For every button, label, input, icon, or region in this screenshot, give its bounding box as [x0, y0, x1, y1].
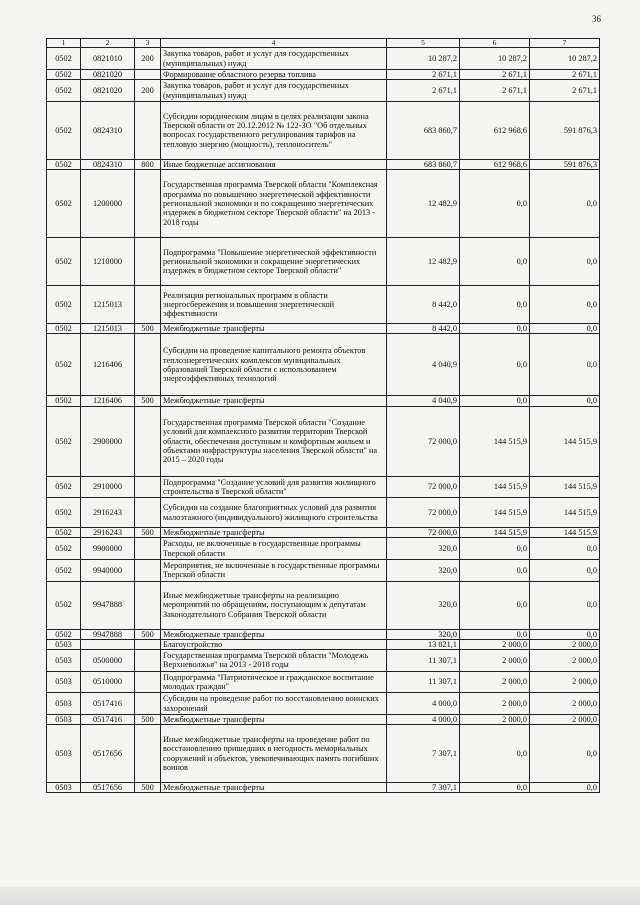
- amount-year-3: 0,0: [530, 725, 600, 783]
- expense-type-code: [135, 406, 161, 476]
- table-body: [47, 48, 600, 793]
- amount-year-2: 0,0: [460, 286, 530, 324]
- expense-type-code: [135, 286, 161, 324]
- table-row: [47, 725, 600, 783]
- item-name: Государственная программа Тверской области "Молодежь Верхневолжья" на 2013 - 2018 годы: [161, 650, 387, 672]
- table-row: [47, 639, 600, 649]
- expense-type-code: [135, 671, 161, 693]
- expense-type-code: 500: [135, 396, 161, 406]
- amount-year-1: 11 307,1: [387, 650, 460, 672]
- expense-type-code: [135, 170, 161, 238]
- expense-type-code: [135, 476, 161, 498]
- amount-year-1: 4 040,9: [387, 396, 460, 406]
- amount-year-2: 2 000,0: [460, 671, 530, 693]
- amount-year-2: 0,0: [460, 560, 530, 582]
- amount-year-1: 4 000,0: [387, 693, 460, 715]
- target-article-code: 9947888: [81, 629, 135, 639]
- target-article-code: 0821010: [81, 48, 135, 70]
- table-row: [47, 48, 600, 70]
- target-article-code: 9940000: [81, 560, 135, 582]
- item-name: Реализация региональных программ в области энергосбережения и повышения энергетической эффективности: [161, 286, 387, 324]
- item-name: Межбюджетные трансферты: [161, 528, 387, 538]
- amount-year-2: 2 671,1: [460, 69, 530, 79]
- amount-year-1: 683 860,7: [387, 101, 460, 159]
- amount-year-2: 0,0: [460, 238, 530, 286]
- table-row: [47, 101, 600, 159]
- amount-year-3: 144 515,9: [530, 406, 600, 476]
- table-row: [47, 159, 600, 169]
- section-code: 0502: [47, 48, 81, 70]
- section-code: 0502: [47, 334, 81, 396]
- expense-type-code: [135, 238, 161, 286]
- expense-type-code: [135, 639, 161, 649]
- column-header: 3: [135, 39, 161, 48]
- expense-type-code: 500: [135, 528, 161, 538]
- table-row: [47, 498, 600, 528]
- table-row: [47, 714, 600, 724]
- amount-year-3: 144 515,9: [530, 528, 600, 538]
- amount-year-1: 72 000,0: [387, 406, 460, 476]
- amount-year-1: 72 000,0: [387, 476, 460, 498]
- item-name: Межбюджетные трансферты: [161, 783, 387, 793]
- table-row: [47, 170, 600, 238]
- table-row: [47, 334, 600, 396]
- item-name: Подпрограмма "Повышение энергетической эффективности региональной экономики и сокращение энергетических издержек в бюджетном секторе Тверской области": [161, 238, 387, 286]
- target-article-code: 0510000: [81, 671, 135, 693]
- amount-year-2: 144 515,9: [460, 406, 530, 476]
- amount-year-1: 7 307,1: [387, 725, 460, 783]
- section-code: 0502: [47, 581, 81, 629]
- target-article-code: 1215013: [81, 324, 135, 334]
- amount-year-2: 0,0: [460, 725, 530, 783]
- amount-year-3: 2 000,0: [530, 714, 600, 724]
- section-code: 0502: [47, 69, 81, 79]
- column-header: 2: [81, 39, 135, 48]
- amount-year-1: 10 287,2: [387, 48, 460, 70]
- section-code: 0502: [47, 286, 81, 324]
- table-row: [47, 783, 600, 793]
- target-article-code: 0500000: [81, 650, 135, 672]
- expense-type-code: 500: [135, 629, 161, 639]
- table-row: [47, 286, 600, 324]
- amount-year-1: 4 000,0: [387, 714, 460, 724]
- amount-year-1: 72 000,0: [387, 498, 460, 528]
- item-name: Межбюджетные трансферты: [161, 714, 387, 724]
- expense-type-code: [135, 498, 161, 528]
- amount-year-3: 0,0: [530, 538, 600, 560]
- amount-year-2: 0,0: [460, 581, 530, 629]
- target-article-code: 2916243: [81, 528, 135, 538]
- amount-year-1: 2 671,1: [387, 69, 460, 79]
- target-article-code: 2916243: [81, 498, 135, 528]
- column-header: 1: [47, 39, 81, 48]
- item-name: Субсидии на проведение работ по восстановлению воинских захоронений: [161, 693, 387, 715]
- item-name: Субсидии юридическим лицам в целях реализации закона Тверской области от 20.12.2012 № 122-ЗО "Об отдельных вопросах государственного регулирования тарифов на тепловую энергию (мощность), теплоноситель": [161, 101, 387, 159]
- amount-year-2: 0,0: [460, 629, 530, 639]
- expense-type-code: [135, 581, 161, 629]
- amount-year-2: 2 000,0: [460, 650, 530, 672]
- item-name: Межбюджетные трансферты: [161, 629, 387, 639]
- expense-type-code: [135, 538, 161, 560]
- amount-year-3: 144 515,9: [530, 476, 600, 498]
- amount-year-2: 0,0: [460, 396, 530, 406]
- target-article-code: 0821020: [81, 80, 135, 102]
- section-code: 0502: [47, 101, 81, 159]
- amount-year-2: 2 000,0: [460, 714, 530, 724]
- amount-year-2: 2 000,0: [460, 693, 530, 715]
- table-row: [47, 671, 600, 693]
- amount-year-3: 10 287,2: [530, 48, 600, 70]
- section-code: 0503: [47, 725, 81, 783]
- target-article-code: 0517656: [81, 725, 135, 783]
- table-row: [47, 476, 600, 498]
- amount-year-3: 0,0: [530, 783, 600, 793]
- section-code: 0503: [47, 714, 81, 724]
- section-code: 0502: [47, 538, 81, 560]
- item-name: Подпрограмма "Создание условий для развития жилищного строительства в Тверской области": [161, 476, 387, 498]
- amount-year-1: 8 442,0: [387, 286, 460, 324]
- item-name: Межбюджетные трансферты: [161, 396, 387, 406]
- amount-year-2: 144 515,9: [460, 528, 530, 538]
- table-row: [47, 528, 600, 538]
- target-article-code: 1215013: [81, 286, 135, 324]
- expense-type-code: [135, 650, 161, 672]
- target-article-code: 0821020: [81, 69, 135, 79]
- table-row: [47, 238, 600, 286]
- item-name: Государственная программа Тверской области "Комплексная программа по повышению энергетической эффективности региональной экономики и по сокращению энергетических издержек в бюджетном секторе Тверской области" на 2013 - 2018 годы: [161, 170, 387, 238]
- amount-year-3: 0,0: [530, 581, 600, 629]
- amount-year-2: 2 000,0: [460, 639, 530, 649]
- amount-year-3: 144 515,9: [530, 498, 600, 528]
- amount-year-3: 2 000,0: [530, 693, 600, 715]
- expense-type-code: [135, 693, 161, 715]
- amount-year-2: 144 515,9: [460, 498, 530, 528]
- item-name: Межбюджетные трансферты: [161, 324, 387, 334]
- amount-year-2: 0,0: [460, 324, 530, 334]
- expense-type-code: 500: [135, 714, 161, 724]
- amount-year-1: 320,0: [387, 629, 460, 639]
- scan-bottom-edge: [0, 887, 640, 905]
- amount-year-1: 320,0: [387, 538, 460, 560]
- item-name: Субсидии на создание благоприятных условий для развития малоэтажного (индивидуального) жилищного строительства: [161, 498, 387, 528]
- section-code: 0503: [47, 671, 81, 693]
- section-code: 0502: [47, 80, 81, 102]
- item-name: Закупка товаров, работ и услуг для государственных (муниципальных) нужд: [161, 48, 387, 70]
- section-code: 0503: [47, 639, 81, 649]
- amount-year-2: 2 671,1: [460, 80, 530, 102]
- section-code: 0503: [47, 783, 81, 793]
- item-name: Субсидии на проведение капитального ремонта объектов теплоэнергетических комплексов муниципальных образований Тверской области с использованием энергоэффективных технологий: [161, 334, 387, 396]
- table-row: [47, 538, 600, 560]
- amount-year-2: 612 968,6: [460, 101, 530, 159]
- amount-year-3: 0,0: [530, 286, 600, 324]
- amount-year-3: 2 000,0: [530, 671, 600, 693]
- target-article-code: 2900000: [81, 406, 135, 476]
- expense-type-code: [135, 334, 161, 396]
- amount-year-2: 612 968,6: [460, 159, 530, 169]
- amount-year-1: 12 482,9: [387, 170, 460, 238]
- amount-year-3: 0,0: [530, 170, 600, 238]
- amount-year-3: 2 671,1: [530, 69, 600, 79]
- target-article-code: 0824310: [81, 101, 135, 159]
- expense-type-code: 200: [135, 80, 161, 102]
- table-row: [47, 650, 600, 672]
- table-row: [47, 581, 600, 629]
- header-row: [47, 39, 600, 48]
- expense-type-code: [135, 69, 161, 79]
- target-article-code: 1216406: [81, 334, 135, 396]
- item-name: Подпрограмма "Патриотическое и гражданское воспитание молодых граждан": [161, 671, 387, 693]
- amount-year-3: 0,0: [530, 629, 600, 639]
- section-code: 0502: [47, 498, 81, 528]
- amount-year-1: 72 000,0: [387, 528, 460, 538]
- table-row: [47, 69, 600, 79]
- target-article-code: 1200000: [81, 170, 135, 238]
- expense-type-code: 800: [135, 159, 161, 169]
- column-header: 6: [460, 39, 530, 48]
- amount-year-2: 0,0: [460, 783, 530, 793]
- table-row: [47, 396, 600, 406]
- table-row: [47, 80, 600, 102]
- amount-year-3: 2 000,0: [530, 639, 600, 649]
- amount-year-3: 0,0: [530, 396, 600, 406]
- expense-type-code: [135, 101, 161, 159]
- amount-year-1: 683 860,7: [387, 159, 460, 169]
- amount-year-2: 0,0: [460, 538, 530, 560]
- section-code: 0502: [47, 476, 81, 498]
- amount-year-1: 2 671,1: [387, 80, 460, 102]
- item-name: Иные межбюджетные трансферты на реализацию мероприятий по обращениям, поступающим к депутатам Законодательного Собрания Тверской области: [161, 581, 387, 629]
- amount-year-2: 10 287,2: [460, 48, 530, 70]
- amount-year-1: 320,0: [387, 560, 460, 582]
- expense-type-code: [135, 560, 161, 582]
- section-code: 0503: [47, 693, 81, 715]
- item-name: Иные межбюджетные трансферты на проведение работ по восстановлению пришедших в негодность мемориальных сооружений и объектов, увековечивающих память погибших воинов: [161, 725, 387, 783]
- table-row: [47, 324, 600, 334]
- item-name: Государственная программа Тверской области "Создание условий для комплексного развития территории Тверской области, обеспечения доступным и комфортным жильем и объектами инфраструктуры населения Тверской области" на 2015 – 2020 годы: [161, 406, 387, 476]
- amount-year-3: 2 671,1: [530, 80, 600, 102]
- amount-year-3: 0,0: [530, 238, 600, 286]
- section-code: 0503: [47, 650, 81, 672]
- section-code: 0502: [47, 324, 81, 334]
- table-row: [47, 629, 600, 639]
- section-code: 0502: [47, 170, 81, 238]
- target-article-code: 0824310: [81, 159, 135, 169]
- item-name: Формирование областного резерва топлива: [161, 69, 387, 79]
- amount-year-3: 0,0: [530, 560, 600, 582]
- page-number: 36: [592, 14, 601, 24]
- amount-year-1: 11 307,1: [387, 671, 460, 693]
- budget-table: [46, 38, 600, 793]
- target-article-code: 0517416: [81, 693, 135, 715]
- expense-type-code: 500: [135, 324, 161, 334]
- column-header: 4: [161, 39, 387, 48]
- section-code: 0502: [47, 560, 81, 582]
- expense-type-code: 500: [135, 783, 161, 793]
- column-header: 5: [387, 39, 460, 48]
- amount-year-1: 8 442,0: [387, 324, 460, 334]
- item-name: Благоустройство: [161, 639, 387, 649]
- amount-year-2: 0,0: [460, 170, 530, 238]
- section-code: 0502: [47, 629, 81, 639]
- amount-year-3: 0,0: [530, 324, 600, 334]
- amount-year-1: 7 307,1: [387, 783, 460, 793]
- item-name: Расходы, не включенные в государственные программы Тверской области: [161, 538, 387, 560]
- target-article-code: 1216406: [81, 396, 135, 406]
- target-article-code: 2910000: [81, 476, 135, 498]
- column-header: 7: [530, 39, 600, 48]
- item-name: Закупка товаров, работ и услуг для государственных (муниципальных) нужд: [161, 80, 387, 102]
- target-article-code: 0517416: [81, 714, 135, 724]
- section-code: 0502: [47, 406, 81, 476]
- amount-year-3: 591 876,3: [530, 101, 600, 159]
- table-row: [47, 560, 600, 582]
- amount-year-1: 12 482,9: [387, 238, 460, 286]
- table-row: [47, 406, 600, 476]
- section-code: 0502: [47, 528, 81, 538]
- target-article-code: 9947888: [81, 581, 135, 629]
- item-name: Иные бюджетные ассигнования: [161, 159, 387, 169]
- target-article-code: 1210000: [81, 238, 135, 286]
- item-name: Мероприятия, не включенные в государственные программы Тверской области: [161, 560, 387, 582]
- target-article-code: 0517656: [81, 783, 135, 793]
- table-row: [47, 693, 600, 715]
- section-code: 0502: [47, 396, 81, 406]
- amount-year-3: 591 876,3: [530, 159, 600, 169]
- expense-type-code: [135, 725, 161, 783]
- target-article-code: 9900000: [81, 538, 135, 560]
- amount-year-1: 13 821,1: [387, 639, 460, 649]
- amount-year-2: 0,0: [460, 334, 530, 396]
- section-code: 0502: [47, 238, 81, 286]
- section-code: 0502: [47, 159, 81, 169]
- amount-year-3: 2 000,0: [530, 650, 600, 672]
- amount-year-3: 0,0: [530, 334, 600, 396]
- expense-type-code: 200: [135, 48, 161, 70]
- amount-year-2: 144 515,9: [460, 476, 530, 498]
- amount-year-1: 4 040,9: [387, 334, 460, 396]
- amount-year-1: 320,0: [387, 581, 460, 629]
- target-article-code: [81, 639, 135, 649]
